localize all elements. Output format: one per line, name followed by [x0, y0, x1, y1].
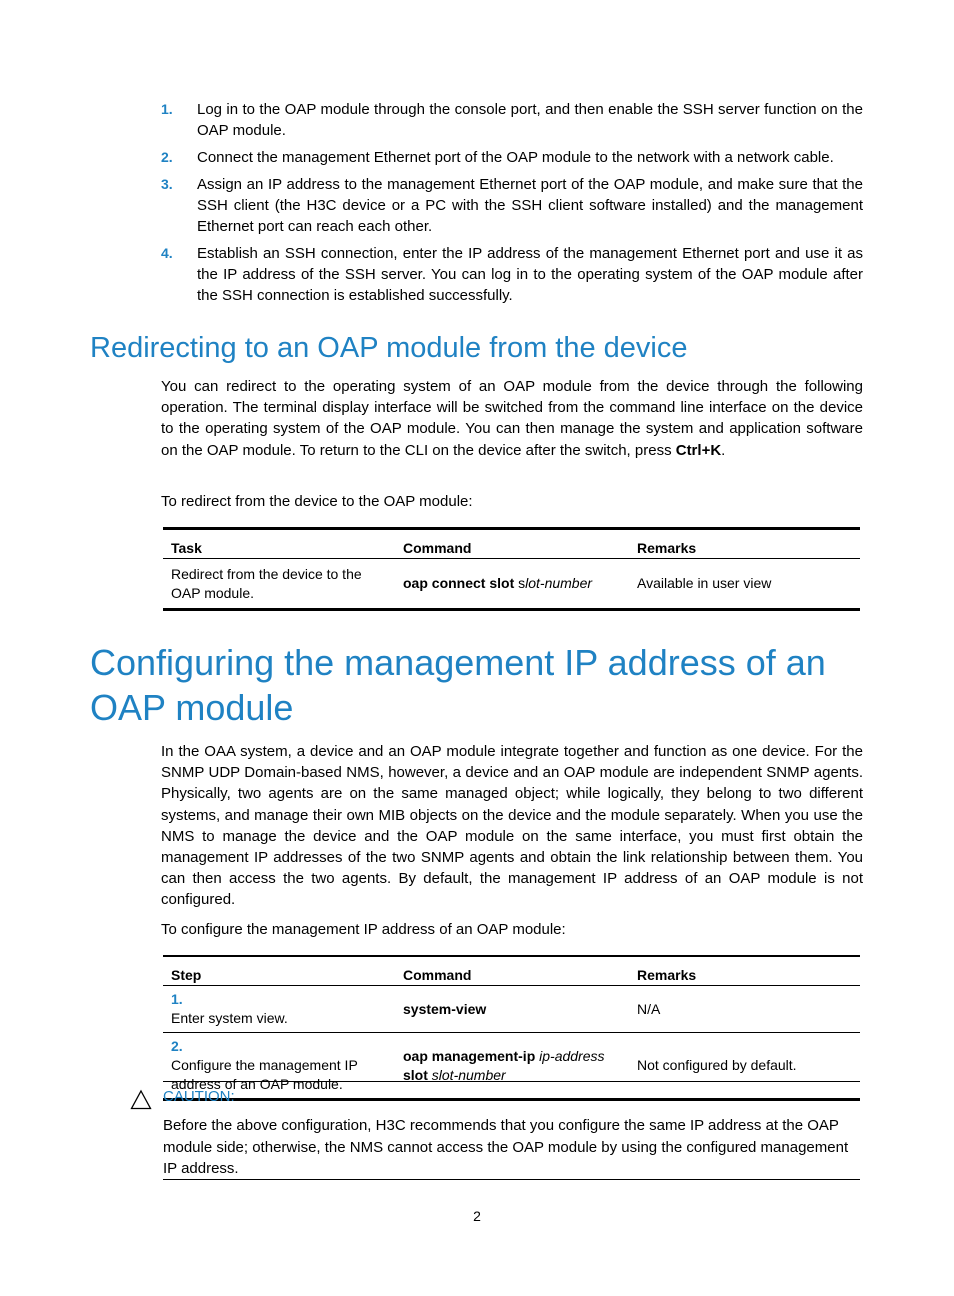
list-item-number: 4. [161, 245, 173, 261]
table-header-command: Command [403, 539, 472, 556]
caution-title: CAUTION: [163, 1088, 235, 1105]
table-row [163, 559, 860, 610]
step-text: Configure the management IP address of an OAP module. [171, 1057, 358, 1092]
command-argument: lot-number [525, 575, 593, 591]
remarks-cell: Available in user view [637, 575, 772, 591]
table-header-task: Task [171, 539, 202, 556]
list-item-number: 1. [161, 101, 173, 117]
procedure-list [161, 99, 863, 312]
table-header-row [163, 529, 860, 559]
table-header-command: Command [403, 966, 472, 983]
table-header-row [163, 956, 860, 986]
list-item [161, 243, 863, 306]
step-number: 2. [171, 1038, 183, 1054]
task-cell: Redirect from the device to the OAP module. [171, 565, 362, 601]
command-keyword: oap management-ip [403, 1047, 536, 1064]
section-heading-redirecting: Redirecting to an OAP module from the device [90, 332, 688, 364]
section-heading-management-ip: Configuring the management IP address of an OAP module [90, 642, 826, 728]
step-text: Enter system view. [171, 1010, 288, 1026]
shortcut-key: Ctrl+K [675, 441, 722, 459]
management-ip-description: In the OAA system, a device and an OAP module integrate together and function as one device. For the SNMP UDP Domain-based NMS, however, a device and an OAP module are independent SNMP agents. Physically, two agents are on the same managed object; while logically, they belong to two different systems, and manage their own MIB objects on the device and the module separately. When you use the NMS to manage the device and the OAP module on the same interface, you must first obtain the management IP addresses of the two SNMP agents and obtain the link relationship between them. You can then access the two agents. By default, the management IP address of an OAP module is not configured. [161, 743, 863, 909]
command-argument: slot-number [431, 1066, 506, 1083]
command-cell [395, 986, 629, 1033]
warning-triangle-icon [130, 1089, 152, 1111]
remarks-cell: N/A [637, 1000, 661, 1017]
command-cell [395, 559, 629, 610]
table-header-step: Step [171, 966, 202, 983]
table-header-remarks: Remarks [637, 539, 697, 556]
command-arg-prefix: s [514, 575, 526, 591]
table-row [163, 986, 860, 1033]
list-item [161, 147, 863, 168]
page-number: 2 [473, 1208, 481, 1224]
redirect-description-text: You can redirect to the operating system of an OAP module from the device through the following operation. The terminal display interface will be switched from the command line interface on the device to the operating system of the OAP module. You can then manage the system and application software on the OAP module. To return to the CLI on the device after the switch, press [161, 378, 863, 459]
list-item-text: Establish an SSH connection, enter the IP address of the management Ethernet port and use it as the IP address of the SSH server. You can log in to the operating system of the OAP module after the SSH connection is established successfully. [197, 245, 863, 304]
table-header-remarks: Remarks [637, 966, 697, 983]
remarks-cell: Not configured by default. [637, 1057, 797, 1073]
list-item-number: 3. [161, 176, 173, 192]
command-argument: ip-address [539, 1047, 605, 1064]
list-item-text: Connect the management Ethernet port of the OAP module to the network with a network cable. [197, 149, 834, 166]
redirect-intro: To redirect from the device to the OAP module: [161, 493, 473, 510]
redirect-description [161, 376, 863, 461]
step-cell [163, 986, 395, 1033]
command-keyword: system-view [403, 1000, 487, 1017]
list-item-text: Assign an IP address to the management Ethernet port of the OAP module, and make sure that the SSH client (the H3C device or a PC with the SSH client software installed) and the management Ethernet port can reach each other. [197, 176, 863, 235]
command-keyword: slot [403, 1066, 428, 1083]
list-item [161, 174, 863, 237]
management-ip-intro: To configure the management IP address of an OAP module: [161, 921, 566, 938]
step-number: 1. [171, 991, 183, 1007]
management-ip-command-table [163, 955, 860, 1101]
list-item-text: Log in to the OAP module through the console port, and then enable the SSH server function on the OAP module. [197, 101, 863, 139]
list-item [161, 99, 863, 141]
command-keyword: oap connect slot [403, 575, 515, 591]
redirect-command-table [163, 527, 860, 611]
redirect-description-end: . [721, 441, 726, 459]
caution-text: Before the above configuration, H3C recommends that you configure the same IP address at the OAP module side; otherwise, the NMS cannot access the OAP module by using the configured management IP address. [163, 1117, 849, 1177]
list-item-number: 2. [161, 149, 173, 165]
